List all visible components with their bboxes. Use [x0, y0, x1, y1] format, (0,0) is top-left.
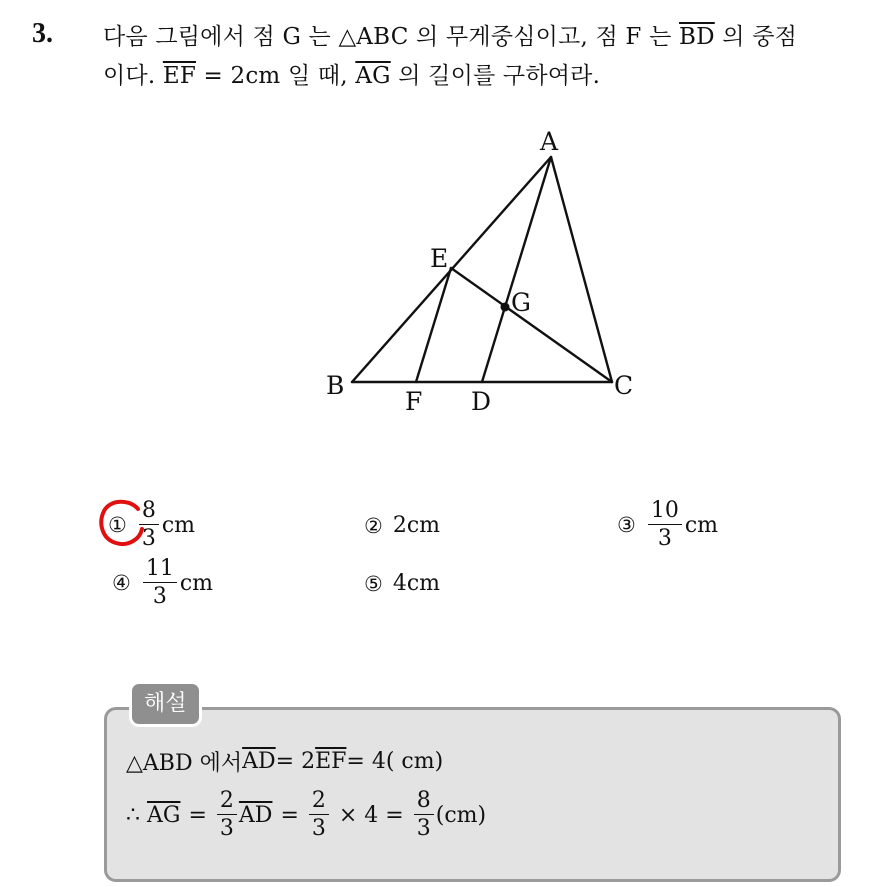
question-text: 다음 그림에서 점 G 는 △ABC 의 무게중심이고, 점 F 는 — [103, 24, 679, 50]
denominator: 3 — [311, 816, 326, 841]
question-text: = 2cm 일 때, — [196, 63, 356, 89]
segment-ag: $\overline{AG}$ — [147, 802, 181, 828]
choice-5[interactable] — [364, 571, 440, 596]
solution-tag: 해설 — [129, 681, 202, 727]
side-ac — [551, 157, 612, 382]
choice-number: ③ — [617, 513, 636, 537]
denominator: 3 — [657, 526, 672, 551]
solution-text: △ABD 에서 — [126, 751, 243, 776]
question-text: 이다. — [103, 63, 163, 89]
equals-sign: = — [188, 802, 207, 828]
segment-ag: $\overline{AG}$ — [355, 63, 391, 89]
segment-ef: $\overline{EF}$ — [315, 749, 347, 774]
fraction — [217, 790, 237, 840]
label-c: C — [614, 371, 634, 400]
denominator: 3 — [416, 816, 431, 841]
numerator: 8 — [139, 500, 159, 525]
label-e: E — [430, 244, 449, 273]
segment-ef: $\overline{EF}$ — [162, 63, 197, 89]
denominator: 3 — [219, 816, 234, 841]
unit: cm — [161, 512, 196, 538]
numerator: 2 — [309, 790, 329, 815]
median-ad — [482, 157, 551, 382]
label-a: A — [540, 127, 559, 156]
therefore-symbol: ∴ — [126, 802, 140, 828]
segment-bd: $\overline{BD}$ — [679, 24, 715, 50]
times-expression: × 4 = — [338, 802, 404, 828]
choice-number: ② — [364, 513, 383, 538]
question-number: 3. — [32, 18, 53, 49]
choice-value: 2cm — [392, 513, 441, 538]
question-text: 의 길이를 구하여라. — [390, 63, 601, 89]
denominator: 3 — [141, 526, 156, 551]
solution-line-1 — [126, 746, 443, 777]
choice-number: ④ — [112, 571, 131, 595]
answer-circle-mark — [96, 497, 148, 549]
equals-sign: = — [280, 802, 299, 828]
label-b: B — [326, 371, 345, 400]
numerator: 10 — [648, 500, 682, 525]
solution-text: = 2 — [275, 749, 316, 774]
solution-line-2 — [126, 790, 486, 840]
unit: (cm) — [435, 802, 487, 828]
centroid-point — [501, 303, 510, 312]
choice-4[interactable] — [112, 558, 213, 608]
numerator: 11 — [143, 558, 177, 583]
choice-2[interactable] — [364, 513, 440, 538]
fraction — [309, 790, 329, 840]
unit: cm — [684, 512, 719, 538]
denominator: 3 — [152, 584, 167, 609]
choice-3[interactable] — [617, 500, 718, 550]
question-text: 의 중점 — [714, 24, 798, 50]
numerator: 8 — [414, 790, 434, 815]
choice-number: ① — [108, 513, 127, 537]
median-ce — [451, 268, 612, 382]
segment-ef-line — [416, 268, 451, 382]
label-g: G — [511, 288, 531, 317]
segment-ad: $\overline{AD}$ — [238, 802, 273, 828]
numerator: 2 — [217, 790, 237, 815]
label-d: D — [471, 387, 492, 416]
segment-ad: $\overline{AD}$ — [242, 749, 276, 774]
fraction — [143, 558, 177, 608]
label-f: F — [405, 387, 423, 416]
fraction — [648, 500, 682, 550]
unit: cm — [179, 570, 214, 596]
fraction — [414, 790, 434, 840]
choice-value: 4cm — [392, 571, 441, 596]
solution-text: = 4( cm) — [346, 749, 444, 774]
choice-number: ⑤ — [364, 571, 383, 596]
